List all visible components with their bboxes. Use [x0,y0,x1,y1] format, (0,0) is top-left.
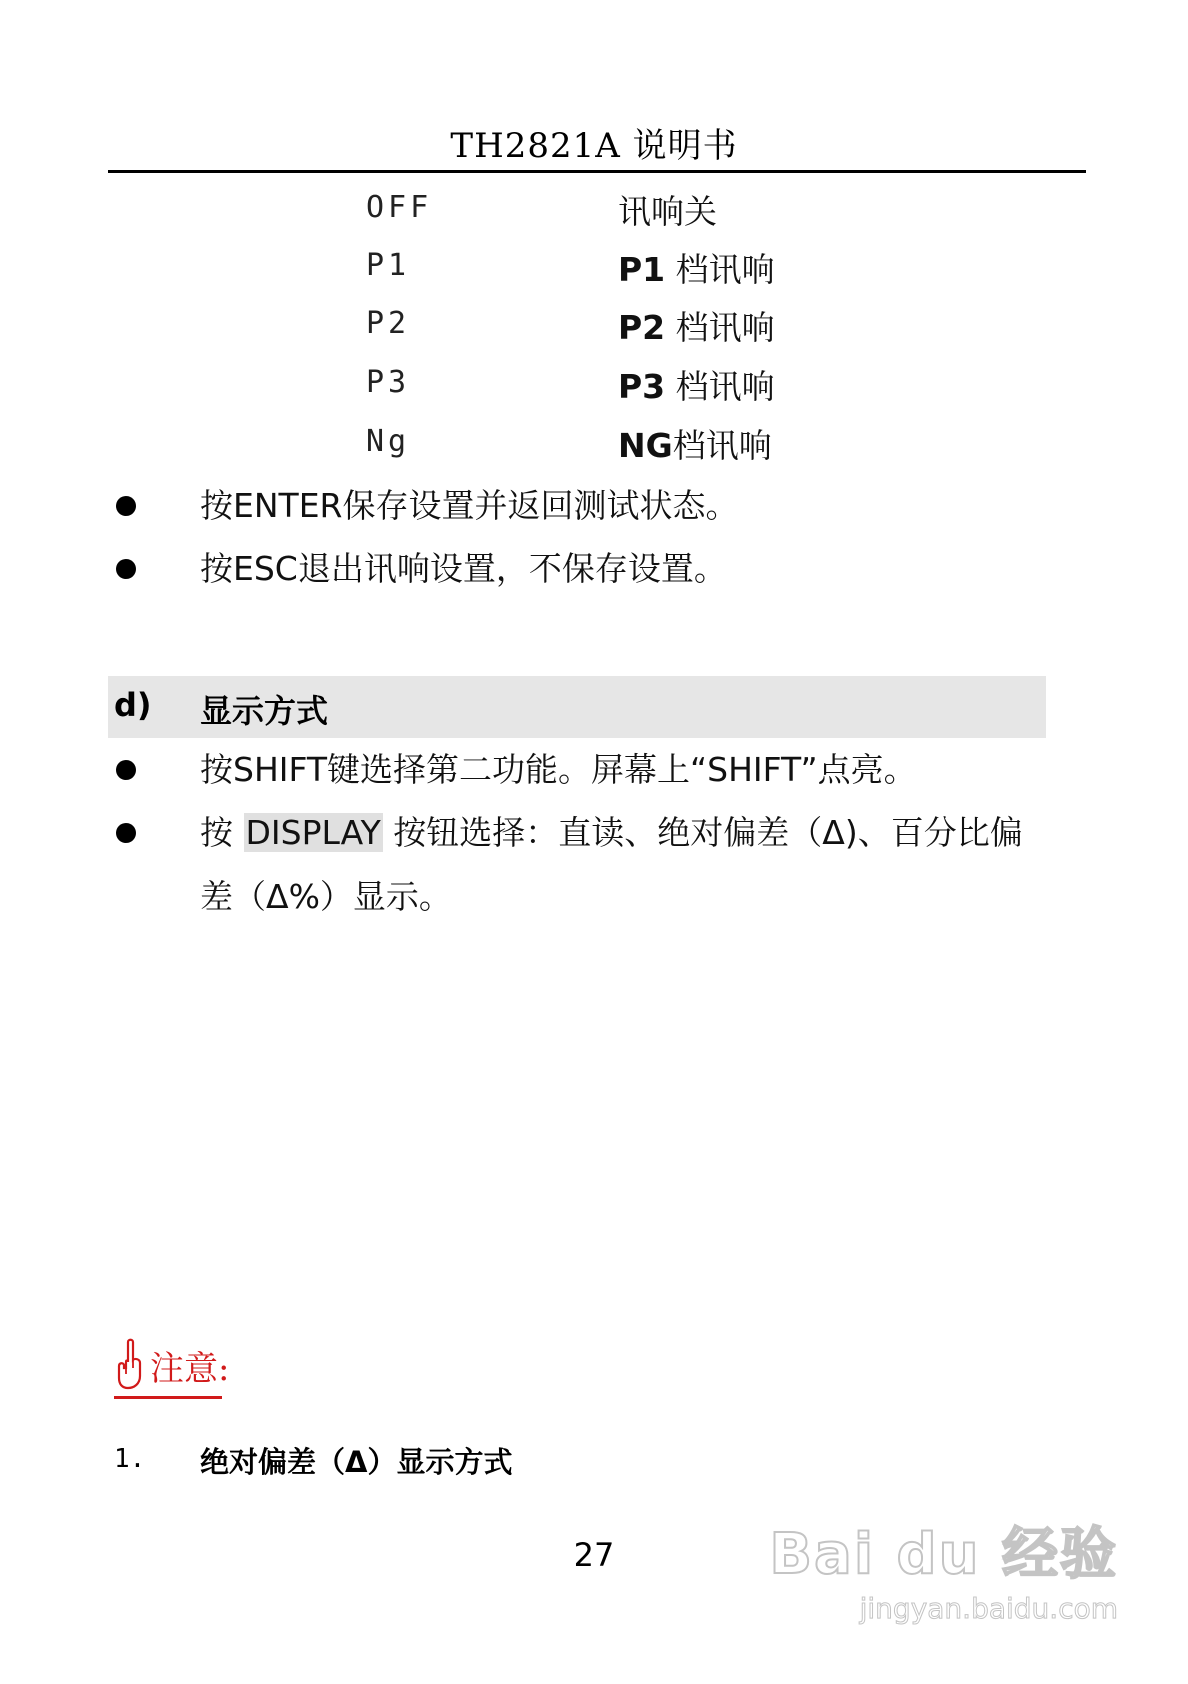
watermark-brand: Bai du 经验 [769,1522,1118,1587]
bullet-text-shift: 按SHIFT键选择第二功能。屏幕上“SHIFT”点亮。 [200,750,917,789]
page-number: 27 [573,1536,615,1574]
baidu-watermark [769,1510,1118,1625]
option-code-p3: P3 [366,365,411,400]
option-desc-p3: P3 档讯响 [618,367,775,406]
pointing-hand-icon [114,1338,146,1390]
note-label: 注意: [150,1349,230,1389]
watermark-url: jingyan.baidu.com [859,1592,1118,1625]
option-desc-p2: P2 档讯响 [618,308,775,347]
display-key-highlight: DISPLAY [245,813,381,852]
bullet-dot [116,496,136,516]
option-code-off: OFF [366,190,433,225]
bullet-text-enter: 按ENTER保存设置并返回测试状态。 [200,486,739,525]
bullet-text-display-cont: 差（Δ%）显示。 [200,877,452,916]
list-item-text: 绝对偏差（Δ）显示方式 [200,1445,513,1479]
bullet-dot [116,823,136,843]
option-desc-p1: P1 档讯响 [618,250,775,289]
list-item-number: 1. [114,1444,146,1474]
option-desc-off: 讯响关 [618,192,717,231]
bullet-dot [116,760,136,780]
bullet-text-esc: 按ESC退出讯响设置，不保存设置。 [200,549,727,588]
option-code-p1: P1 [366,248,411,283]
option-code-p2: P2 [366,306,411,341]
option-code-ng: Ng [366,424,411,459]
section-title: 显示方式 [200,692,329,730]
bullet-dot [116,559,136,579]
note-underline [114,1396,222,1399]
note-heading [114,1338,229,1390]
section-number: d) [114,686,152,724]
document-title: TH2821A 说明书 [450,126,738,166]
bullet-text-display: 按 DISPLAY 按钮选择：直读、绝对偏差（Δ)、百分比偏 [200,813,1023,852]
option-desc-ng: NG档讯响 [618,426,772,465]
header-rule [108,170,1086,173]
